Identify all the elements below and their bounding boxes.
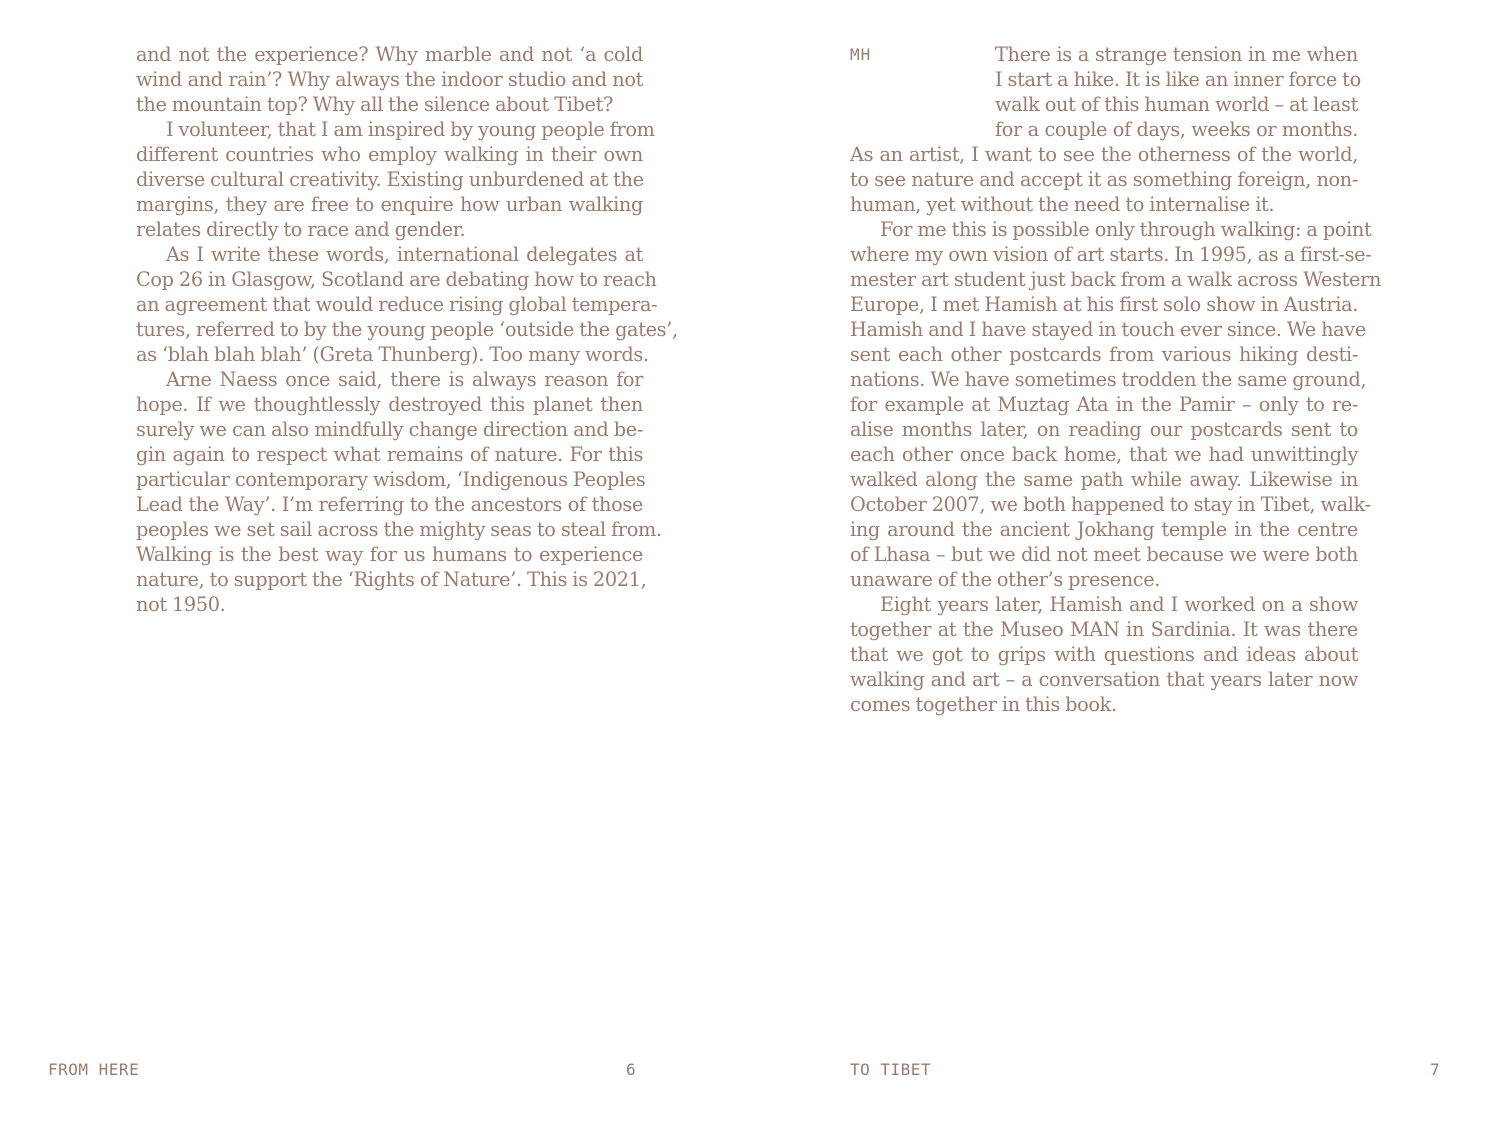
- text-line: tures, referred to by the young people ‘outside the gates’,: [136, 318, 678, 341]
- text-line: each other once back home, that we had unwittingly: [850, 443, 1358, 466]
- text-line: different countries who employ walking in their own: [136, 143, 643, 166]
- text-line: and not the experience? Why marble and not ‘a cold: [136, 43, 643, 66]
- text-line: hope. If we thoughtlessly destroyed this planet then: [136, 393, 643, 416]
- text-line: surely we can also mindfully change direction and be-: [136, 418, 643, 441]
- text-line: to see nature and accept it as something foreign, non-: [850, 168, 1358, 191]
- text-line: diverse cultural creativity. Existing unburdened at the: [136, 168, 644, 191]
- text-line: Cop 26 in Glasgow, Scotland are debating how to reach: [136, 268, 657, 291]
- text-line: an agreement that would reduce rising global tempera-: [136, 293, 658, 316]
- text-line: for example at Muztag Ata in the Pamir – only to re-: [850, 393, 1358, 416]
- text-line: walking and art – a conversation that years later now: [850, 668, 1358, 691]
- text-line: For me this is possible only through walking: a point: [880, 218, 1372, 241]
- left-page-number: 6: [626, 1060, 637, 1079]
- text-line: peoples we set sail across the mighty seas to steal from.: [136, 518, 662, 541]
- text-line: Eight years later, Hamish and I worked on a show: [880, 593, 1358, 616]
- text-line: gin again to respect what remains of nature. For this: [136, 443, 643, 466]
- left-footer-title: FROM HERE: [48, 1060, 140, 1079]
- text-line: alise months later, on reading our postcards sent to: [850, 418, 1358, 441]
- text-line: unaware of the other’s presence.: [850, 568, 1161, 591]
- text-line: for a couple of days, weeks or months.: [995, 118, 1358, 141]
- author-initials: MH: [850, 45, 872, 64]
- text-line: I start a hike. It is like an inner force to: [995, 68, 1361, 91]
- text-line: Lead the Way’. I’m referring to the ancestors of those: [136, 493, 643, 516]
- right-page-body: [850, 42, 1382, 717]
- text-line: of Lhasa – but we did not meet because we were both: [850, 543, 1358, 566]
- text-line: margins, they are free to enquire how urban walking: [136, 193, 643, 216]
- text-line: walked along the same path while away. Likewise in: [850, 468, 1358, 491]
- text-line: I volunteer, that I am inspired by young people from: [166, 118, 655, 141]
- text-line: Arne Naess once said, there is always reason for: [166, 368, 643, 391]
- left-page-body: [136, 42, 678, 617]
- text-line: relates directly to race and gender.: [136, 218, 466, 241]
- text-line: walk out of this human world – at least: [995, 93, 1358, 116]
- text-line: ing around the ancient Jokhang temple in the centre: [850, 518, 1358, 541]
- text-line: Hamish and I have stayed in touch ever since. We have: [850, 318, 1366, 341]
- text-line: As an artist, I want to see the otherness of the world,: [850, 143, 1358, 166]
- right-page-number: 7: [1430, 1060, 1441, 1079]
- text-line: nations. We have sometimes trodden the same ground,: [850, 368, 1367, 391]
- text-line: where my own vision of art starts. In 1995, as a first-se-: [850, 243, 1372, 266]
- text-line: mester art student just back from a walk across Western: [850, 268, 1382, 291]
- text-line: not 1950.: [136, 593, 226, 616]
- text-line: Europe, I met Hamish at his first solo show in Austria.: [850, 293, 1358, 316]
- text-line: Walking is the best way for us humans to experience: [136, 543, 643, 566]
- text-line: as ‘blah blah blah’ (Greta Thunberg). Too many words.: [136, 343, 649, 366]
- text-line: nature, to support the ‘Rights of Nature’. This is 2021,: [136, 568, 647, 591]
- text-line: comes together in this book.: [850, 693, 1117, 716]
- text-line: sent each other postcards from various hiking desti-: [850, 343, 1358, 366]
- text-line: There is a strange tension in me when: [995, 43, 1358, 66]
- text-line: As I write these words, international delegates at: [166, 243, 643, 266]
- text-line: that we got to grips with questions and ideas about: [850, 643, 1358, 666]
- text-line: particular contemporary wisdom, ‘Indigenous Peoples: [136, 468, 646, 491]
- text-line: the mountain top? Why all the silence about Tibet?: [136, 93, 613, 116]
- text-line: wind and rain’? Why always the indoor studio and not: [136, 68, 643, 91]
- text-line: together at the Museo MAN in Sardinia. It was there: [850, 618, 1358, 641]
- right-footer-title: TO TIBET: [850, 1060, 932, 1079]
- text-line: October 2007, we both happened to stay in Tibet, walk-: [850, 493, 1371, 516]
- text-line: human, yet without the need to internalise it.: [850, 193, 1275, 216]
